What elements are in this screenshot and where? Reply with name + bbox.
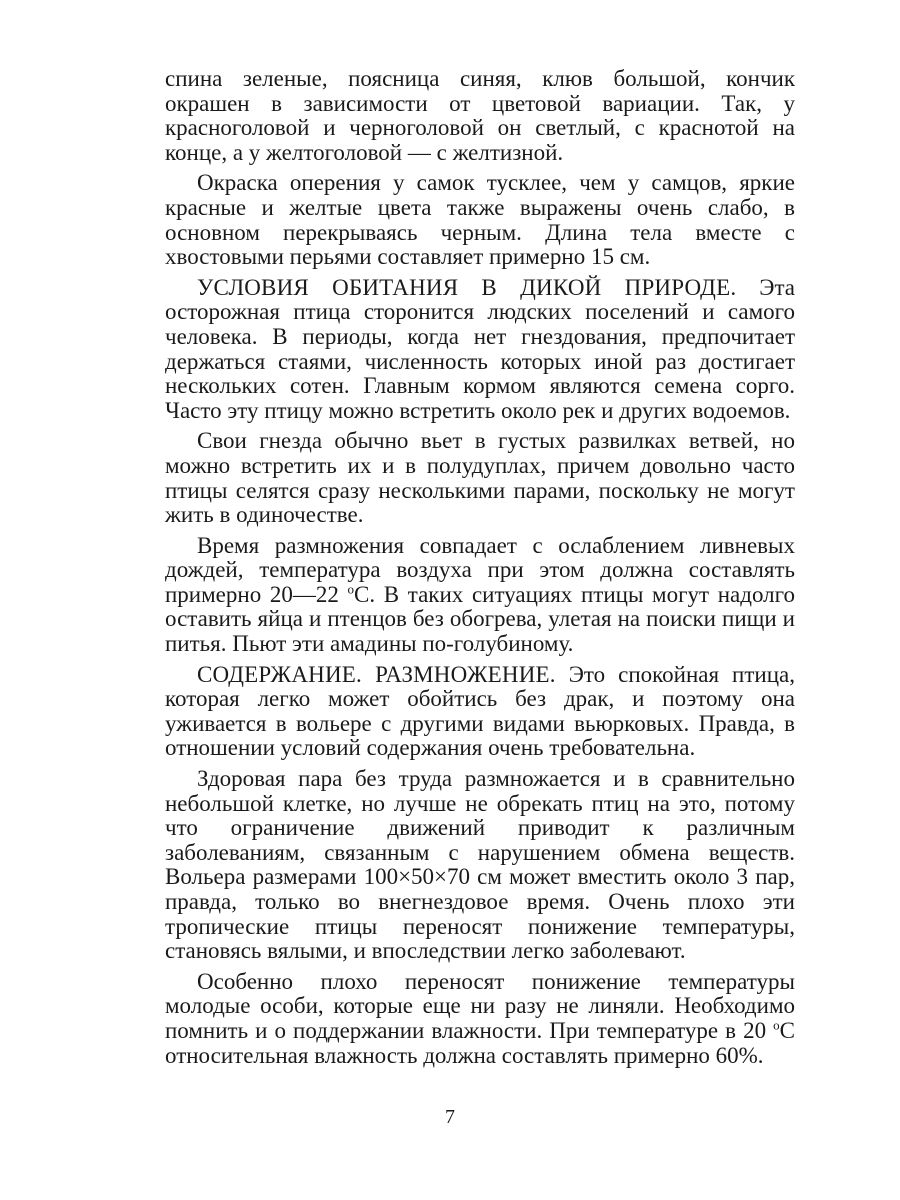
degree-superscript: о [347,581,355,597]
paragraph-6-text: Это спокойная птица, которая легко может обойтись без драк, и поэтому она уживается в вольере с другими видами вьюрковых. Правда, в отношении условий содержания очень требовательна. [165,661,795,761]
paragraph-5-text-after: С. В таких ситуациях птицы могут надолго оставить яйца и птенцов без обогрева, улетая на поиски пищи и питья. Пьют эти амадины по-голубиному. [165,581,795,657]
page-number: 7 [445,1106,455,1128]
paragraph-1: спина зеленые, поясница синяя, клюв большой, кончик окрашен в зависимости от цветовой вариации. Так, у красноголовой и черноголовой он светлый, с краснотой на конце, а у желтоголовой — с желтизной. [165,66,795,165]
paragraph-5 [165,534,795,657]
paragraph-6 [165,663,795,761]
paragraph-3 [165,276,795,424]
document-page [165,67,795,1074]
paragraph-8-text-before: Особенно плохо переносят понижение температуры молодые особи, которые еще ни разу не линяли. Необходимо помнить и о поддержании влажности. При температуре в 20 [165,968,795,1043]
paragraph-5-text-before: Время размножения совпадает с ослаблением ливневых дождей, температура воздуха при этом должна составлять примерно 20—22 [165,532,795,607]
paragraph-4: Свои гнезда обычно вьет в густых развилках ветвей, но можно встретить их и в полудуплах, причем довольно часто птицы селятся сразу несколькими парами, поскольку не могут жить в одиночестве. [165,428,795,528]
paragraph-8 [165,970,795,1068]
paragraph-7: Здоровая пара без труда размножается и в сравнительно небольшой клетке, но лучше не обрекать птиц на это, потому что ограничение движений приводит к различным заболеваниям, связанным с нарушением обмена веществ. Вольера размерами 100×50×70 см может вместить около 3 пар, правда, только во внегнездовое время. Очень плохо эти тропические птицы переносят понижение температуры, становясь вялыми, и впоследствии легко заболевают. [165,766,795,964]
section-heading-habitat: УСЛОВИЯ ОБИТАНИЯ В ДИКОЙ ПРИРОДЕ. [197,274,737,300]
paragraph-3-text: Эта осторожная птица сторонится людских поселений и самого человека. В периоды, когда нет гнездования, предпочитает держаться стаями, численность которых иной раз достигает нескольких сотен. Главным кормом являются семена сорго. Часто эту птицу можно встретить около рек и других водоемов. [165,274,795,423]
paragraph-8-text-after: С относительная влажность должна составлять примерно 60%. [165,1017,795,1068]
section-heading-keeping: СОДЕРЖАНИЕ. РАЗМНОЖЕНИЕ. [197,661,556,687]
degree-superscript: о [773,1017,780,1033]
paragraph-2: Окраска оперения у самок тусклее, чем у самцов, яркие красные и желтые цвета также выражены очень слабо, в основном перекрываясь черным. Длина тела вместе с хвостовыми перьями составляет примерно 15 см. [165,170,795,270]
